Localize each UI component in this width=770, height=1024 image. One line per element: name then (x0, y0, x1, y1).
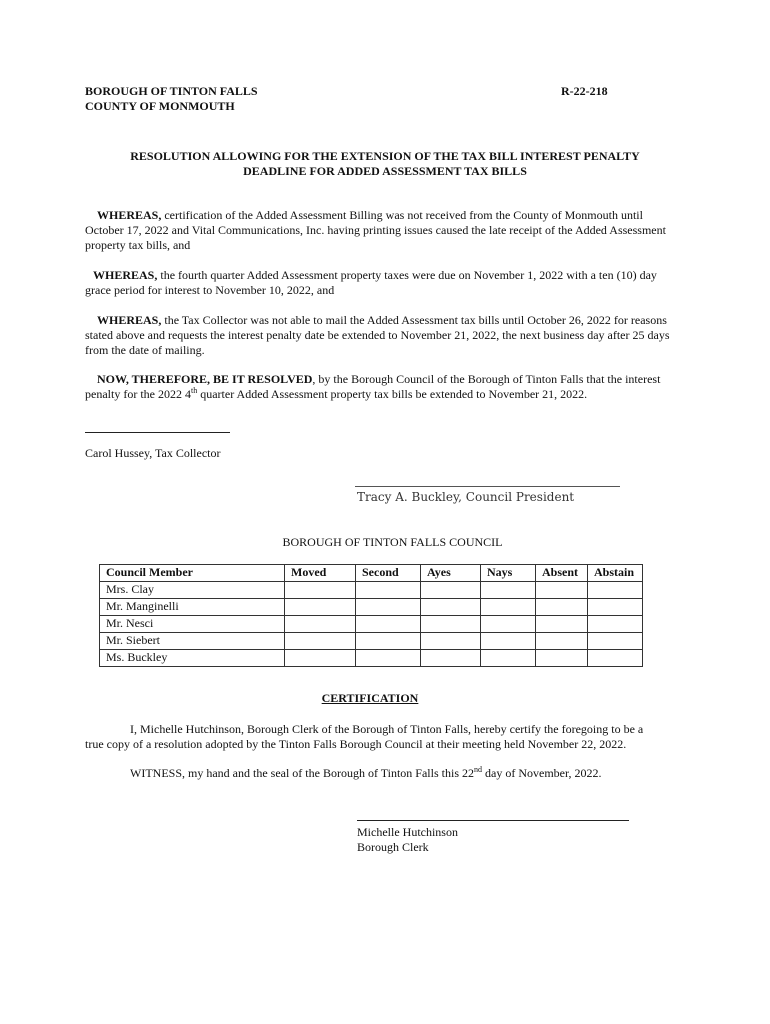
paragraph-text-a: , by the Borough Council of the Borough of Tinton Falls that the interest penalty for the 2022 4 (85, 372, 661, 401)
vote-cell (421, 582, 481, 599)
vote-cell (588, 582, 643, 599)
certification-title: CERTIFICATION (321, 691, 419, 705)
vote-cell (421, 599, 481, 616)
vote-cell (481, 616, 536, 633)
member-name: Mr. Siebert (100, 633, 285, 650)
paragraph-text: the Tax Collector was not able to mail the Added Assessment tax bills until October 26, 2022 for reasons stated above and requests the interest penalty date be extended to November 21, 2022, the next business day after 25 days from the date of mailing. (85, 313, 670, 357)
vote-cell (481, 582, 536, 599)
table-header-row (100, 565, 643, 582)
paragraph-lead: WHEREAS, (93, 268, 158, 282)
vote-cell (421, 633, 481, 650)
vote-cell (356, 616, 421, 633)
vote-cell (481, 650, 536, 667)
vote-cell (588, 616, 643, 633)
whereas-paragraph-3 (85, 313, 675, 358)
header-left (85, 84, 258, 114)
vote-cell (356, 633, 421, 650)
column-header: Second (356, 565, 421, 582)
column-header: Nays (481, 565, 536, 582)
vote-cell (421, 616, 481, 633)
vote-cell (536, 633, 588, 650)
vote-cell (356, 650, 421, 667)
column-header: Moved (285, 565, 356, 582)
column-header: Abstain (588, 565, 643, 582)
column-header: Ayes (421, 565, 481, 582)
table-row (100, 616, 643, 633)
vote-cell (285, 650, 356, 667)
member-name: Mr. Manginelli (100, 599, 285, 616)
table-row (100, 599, 643, 616)
whereas-paragraph-1 (85, 208, 675, 253)
collector-signature-name: Carol Hussey, Tax Collector (85, 446, 221, 460)
paragraph-text: certification of the Added Assessment Billing was not received from the County of Monmouth until October 17, 2022 and Vital Communications, Inc. having printing issues caused the late receipt of the Added Assessment property tax bills, and (85, 208, 666, 252)
witness-paragraph (130, 766, 602, 781)
vote-cell (481, 633, 536, 650)
vote-cell (285, 633, 356, 650)
title-line-2: DEADLINE FOR ADDED ASSESSMENT TAX BILLS (243, 164, 527, 178)
resolution-number: R-22-218 (561, 84, 608, 98)
ordinal-suffix: th (190, 386, 198, 395)
vote-cell (481, 599, 536, 616)
vote-cell (588, 650, 643, 667)
paragraph-text: the fourth quarter Added Assessment property taxes were due on November 1, 2022 with a ten (10) day grace period for interest to November 10, 2022, and (85, 268, 657, 297)
paragraph-text-b: quarter Added Assessment property tax bills be extended to November 21, 2022. (197, 387, 588, 401)
vote-cell (356, 582, 421, 599)
column-header: Council Member (100, 565, 285, 582)
paragraph-lead: WHEREAS, (97, 313, 162, 327)
clerk-name: Michelle Hutchinson (357, 825, 458, 839)
council-title: BOROUGH OF TINTON FALLS COUNCIL (282, 535, 503, 549)
vote-cell (536, 650, 588, 667)
member-name: Ms. Buckley (100, 650, 285, 667)
vote-cell (588, 599, 643, 616)
vote-cell (536, 582, 588, 599)
vote-cell (536, 599, 588, 616)
member-name: Mrs. Clay (100, 582, 285, 599)
table-row (100, 582, 643, 599)
vote-cell (285, 616, 356, 633)
vote-cell (421, 650, 481, 667)
president-signature-name: Tracy A. Buckley, Council President (357, 490, 575, 504)
title-line-1: RESOLUTION ALLOWING FOR THE EXTENSION OF THE TAX BILL INTEREST PENALTY (130, 149, 640, 163)
witness-text-b: day of November, 2022. (482, 766, 602, 780)
resolution-title (85, 149, 685, 179)
member-name: Mr. Nesci (100, 616, 285, 633)
ordinal-suffix: nd (474, 765, 482, 774)
county-name: COUNTY OF MONMOUTH (85, 99, 235, 113)
collector-signature-line (85, 432, 230, 433)
council-vote-table (99, 564, 643, 667)
column-header: Absent (536, 565, 588, 582)
table-row (100, 633, 643, 650)
certification-text: I, Michelle Hutchinson, Borough Clerk of the Borough of Tinton Falls, hereby certify the foregoing to be a true copy of a resolution adopted by the Tinton Falls Borough Council at their meeting held November 22, 2022. (85, 722, 644, 751)
witness-text-a: WITNESS, my hand and the seal of the Borough of Tinton Falls this 22 (130, 766, 474, 780)
president-signature-line (355, 486, 620, 487)
paragraph-lead: WHEREAS, (97, 208, 162, 222)
paragraph-lead: NOW, THEREFORE, BE IT RESOLVED (97, 372, 313, 386)
vote-cell (588, 633, 643, 650)
certification-paragraph (85, 722, 660, 752)
vote-cell (536, 616, 588, 633)
vote-cell (285, 599, 356, 616)
whereas-paragraph-2 (85, 268, 675, 298)
clerk-signature-line (357, 820, 629, 821)
table-row (100, 650, 643, 667)
vote-cell (356, 599, 421, 616)
vote-cell (285, 582, 356, 599)
borough-name: BOROUGH OF TINTON FALLS (85, 84, 258, 98)
clerk-title: Borough Clerk (357, 840, 429, 854)
resolved-paragraph (85, 372, 675, 402)
